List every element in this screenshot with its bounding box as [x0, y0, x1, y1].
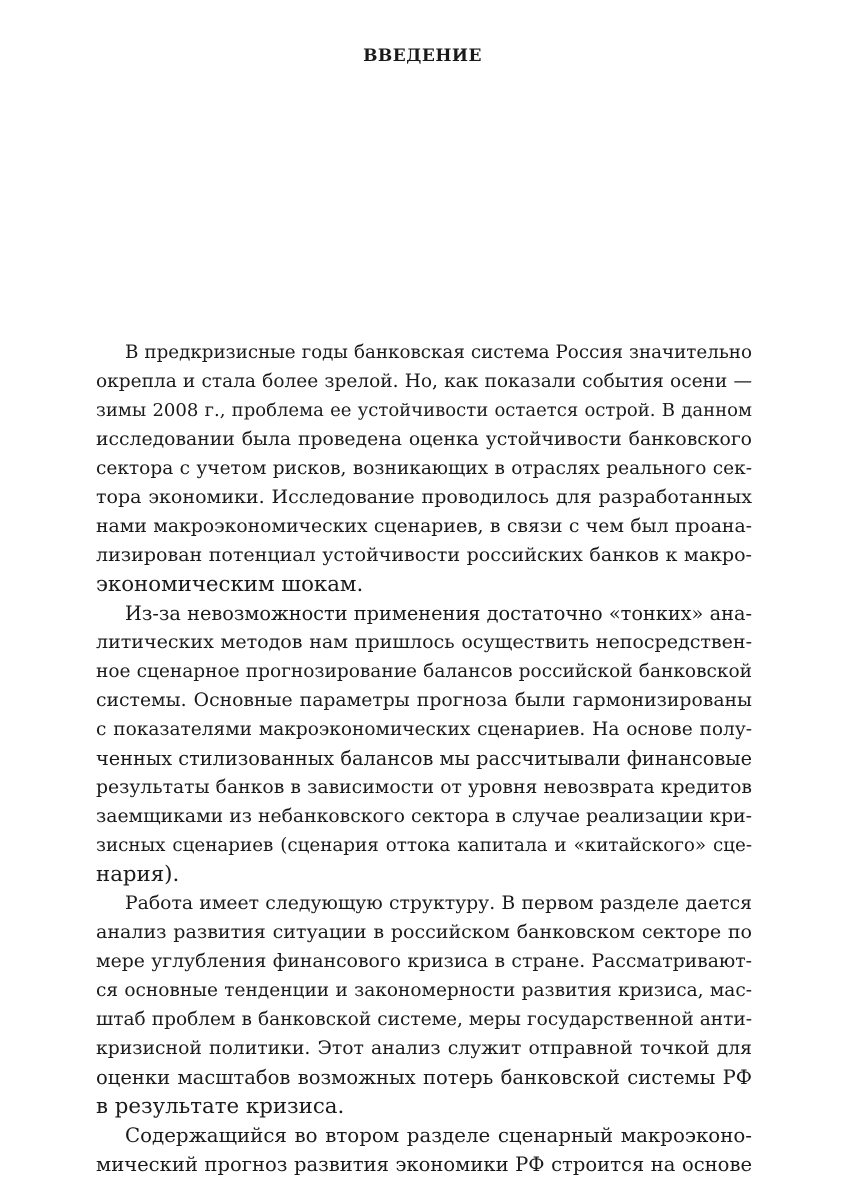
text-line: В предкризисные годы банковская система Россия значительно: [125, 342, 752, 363]
text-line: исследовании была проведена оценка устойчивости банковского: [96, 429, 752, 450]
text-line: сектора с учетом рисков, возникающих в отраслях реального сек-: [96, 458, 752, 479]
text-line: нами макроэкономических сценариев, в связи с чем был проана-: [96, 516, 752, 537]
text-line: результаты банков в зависимости от уровня невозврата кредитов: [96, 777, 752, 798]
text-line: ченных стилизованных балансов мы рассчитывали финансовые: [96, 747, 752, 770]
text-line: зимы 2008 г., проблема ее устойчивости остается острой. В данном: [96, 400, 752, 421]
text-line: ное сценарное прогнозирование балансов российской банковской: [96, 661, 752, 682]
text-line: Из-за невозможности применения достаточно «тонких» ана-: [125, 602, 752, 625]
text-line: зисных сценариев (сценария оттока капитала и «китайского» сце-: [96, 835, 752, 856]
text-line: оценки масштабов возможных потерь банковской системы РФ: [96, 1066, 752, 1089]
text-line: штаб проблем в банковской системе, меры государственной анти-: [96, 1009, 752, 1030]
text-line: Работа имеет следующую структуру. В первом разделе дается: [125, 893, 752, 914]
text-line: нария).: [96, 862, 180, 887]
text-line: литических методов нам пришлось осуществить непосредствен-: [96, 631, 752, 653]
text-line: экономическим шокам.: [96, 572, 364, 597]
text-line: заемщиками из небанковского сектора в случае реализации кри-: [96, 806, 752, 827]
text-line: мере углубления финансового кризиса в стране. Рассматривают-: [96, 951, 752, 972]
text-line: лизирован потенциал устойчивости российских банков к макро-: [96, 544, 752, 566]
text-line: тора экономики. Исследование проводилось для разработанных: [96, 486, 752, 508]
text-line: в результате кризиса.: [96, 1094, 345, 1119]
text-line: мический прогноз развития экономики РФ строится на основе: [96, 1153, 752, 1176]
text-line: ся основные тенденции и закономерности развития кризиса, мас-: [96, 980, 752, 1001]
text-line: Содержащийся во втором разделе сценарный макроэконо-: [125, 1124, 752, 1147]
text-line: анализ развития ситуации в российском банковском секторе по: [96, 921, 752, 943]
text-line: кризисной политики. Этот анализ служит отправной точкой для: [96, 1038, 752, 1059]
text-line: окрепла и стала более зрелой. Но, как показали события осени —: [96, 371, 752, 392]
text-line: системы. Основные параметры прогноза были гармонизированы: [96, 690, 752, 711]
text-line: с показателями макроэкономических сценариев. На основе полу-: [96, 719, 752, 740]
page-title: ВВЕДЕНИЕ: [363, 46, 482, 66]
